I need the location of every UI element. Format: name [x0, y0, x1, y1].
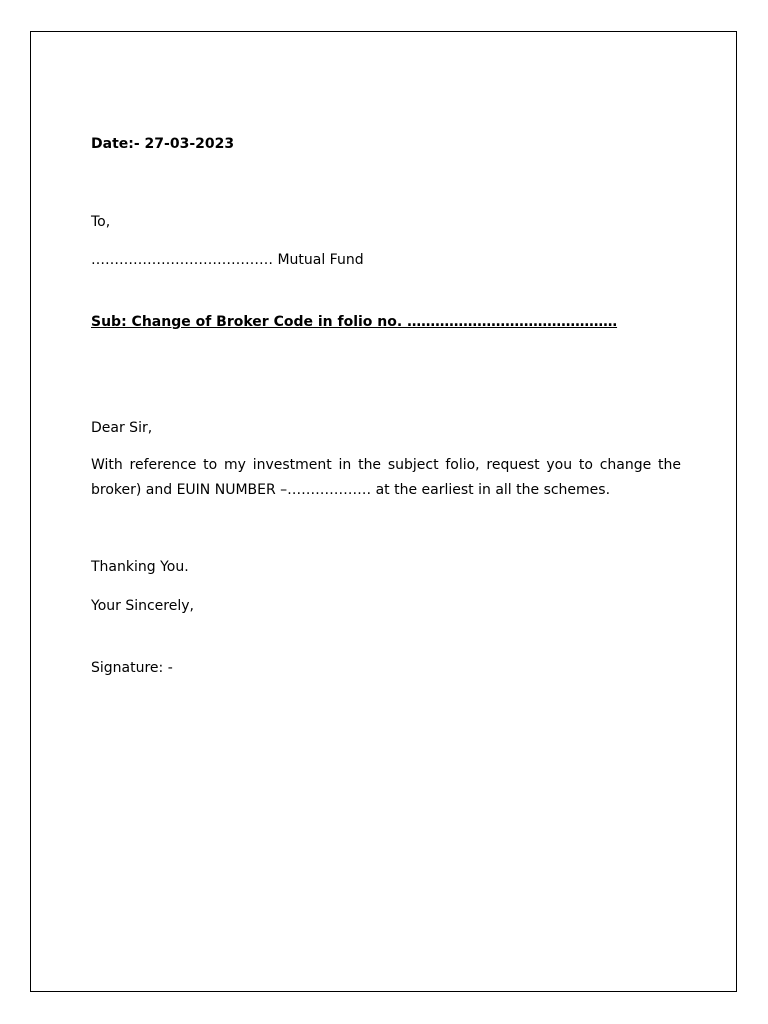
- to-line: To,: [91, 214, 111, 230]
- closing-line: Your Sincerely,: [91, 598, 194, 614]
- salutation: Dear Sir,: [91, 420, 153, 436]
- subject-line: Sub: Change of Broker Code in folio no. ………………………………………: [91, 314, 618, 330]
- document-page: [30, 31, 737, 992]
- body-paragraph: With reference to my investment in the subject folio, request you to change the broker) and EUIN NUMBER –……………… at the earliest in all the schemes.: [91, 457, 681, 498]
- signature-line: Signature: -: [91, 660, 173, 676]
- thanks-line: Thanking You.: [91, 559, 189, 575]
- recipient-line: ………………………………… Mutual Fund: [91, 252, 364, 268]
- date-line: Date:- 27-03-2023: [91, 136, 235, 152]
